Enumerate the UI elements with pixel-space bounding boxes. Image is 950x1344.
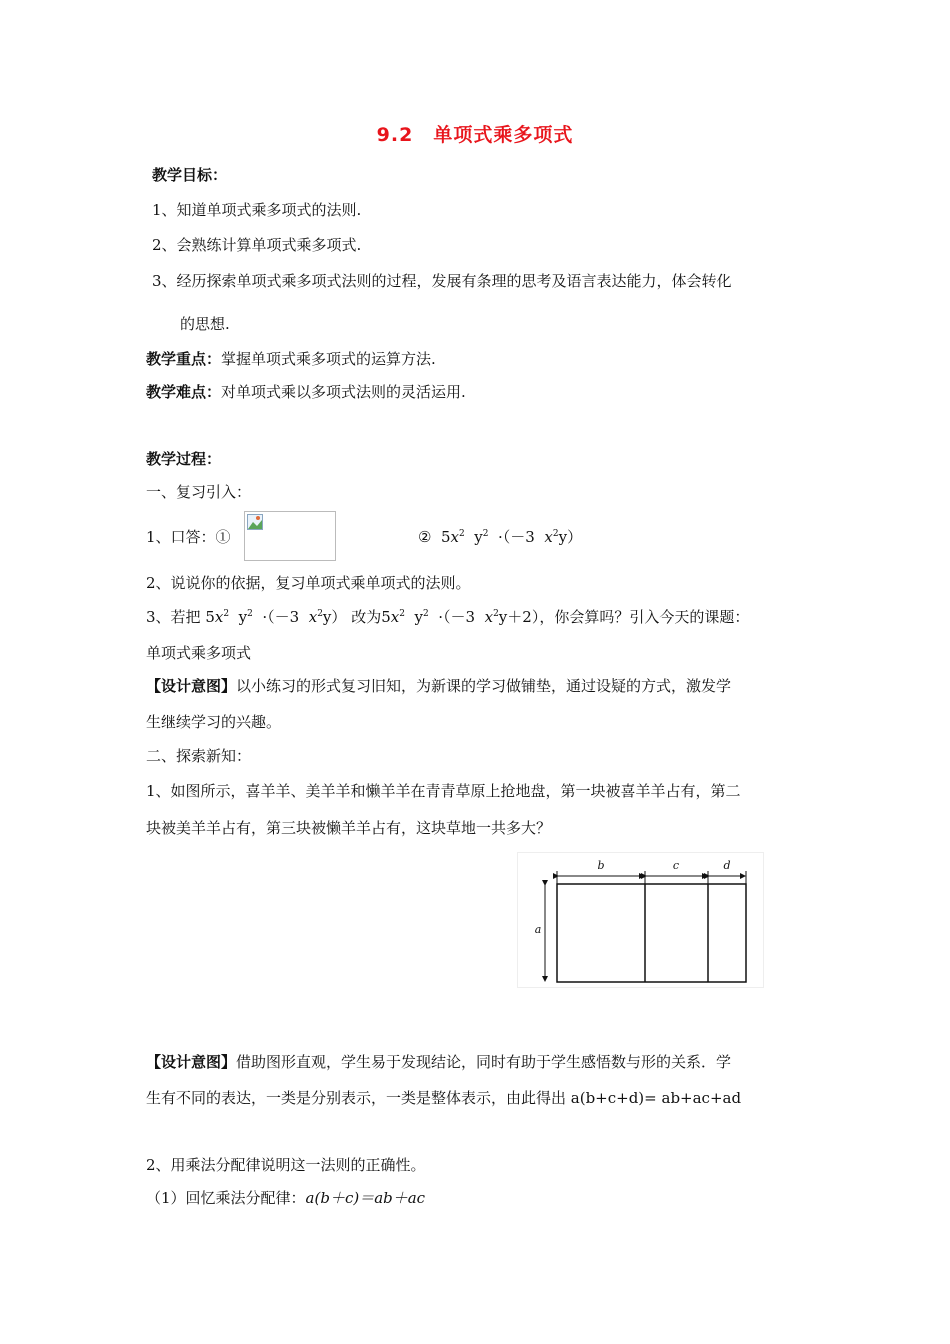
distributive-formula: a(b＋c)＝ab＋ac <box>305 1189 426 1207</box>
q3-expr-b: $5x^2$ $y^2 \cdot(-3$ $x^2y+2$） <box>381 608 540 626</box>
problem-2-1 <box>146 1188 425 1208</box>
label-b: b <box>597 859 605 872</box>
q1-expression: $5x^2$ $y^2 \cdot(-3$ $x^2y$） <box>436 528 583 546</box>
difficulty-text: 对单项式乘以多项式法则的灵活运用. <box>221 383 466 401</box>
problem-2: 2、用乘法分配律说明这一法则的正确性。 <box>146 1156 426 1174</box>
design-intent-text: 借助图形直观，学生易于发现结论，同时有助于学生感悟数与形的关系．学 <box>236 1053 732 1071</box>
objective-item: 2、会熟练计算单项式乘多项式. <box>152 236 362 254</box>
label-c: c <box>672 859 680 872</box>
q3-suffix: ，你会算吗？引入今天的课题： <box>539 608 750 626</box>
problem-2-1-label: （1）回忆乘法分配律： <box>146 1189 306 1207</box>
q3-expr-a: $5x^2$ $y^2 \cdot(-3$ $x^2y$） <box>205 608 347 626</box>
objective-item: 1、知道单项式乘多项式的法则. <box>152 201 362 219</box>
q3-prefix: 3、若把 <box>146 608 201 626</box>
difficulty <box>146 382 466 402</box>
rectangle-outline <box>557 884 746 982</box>
key-point <box>146 349 436 369</box>
q3 <box>146 607 749 627</box>
q1-part2 <box>418 527 582 547</box>
key-point-text: 掌握单项式乘多项式的运算方法. <box>221 350 436 368</box>
q3-mid: 改为 <box>351 608 382 626</box>
label-a: a <box>534 923 542 936</box>
page-title: 9.2 单项式乘多项式 <box>376 124 574 146</box>
objectives-heading: 教学目标： <box>152 166 228 184</box>
section-review: 一、复习引入： <box>146 483 252 501</box>
broken-image-icon <box>247 514 263 530</box>
process-heading: 教学过程： <box>146 450 222 468</box>
objective-item-cont: 的思想. <box>180 315 230 333</box>
q1-label: 1、口答：① <box>146 528 231 546</box>
label-d: d <box>723 859 731 872</box>
design-intent-1-cont: 生继续学习的兴趣。 <box>146 713 282 731</box>
area-diagram-svg <box>518 853 763 987</box>
key-point-label: 教学重点： <box>146 350 222 368</box>
image-placeholder <box>244 511 336 561</box>
problem-1: 1、如图所示，喜羊羊、美羊羊和懒羊羊在青青草原上抢地盘，第一块被喜羊羊占有，第二 <box>146 782 741 800</box>
design-intent-label: 【设计意图】 <box>146 677 237 695</box>
section-explore: 二、探索新知： <box>146 747 252 765</box>
q2: 2、说说你的依据，复习单项式乘单项式的法则。 <box>146 574 471 592</box>
objective-item: 3、经历探索单项式乘多项式法则的过程，发展有条理的思考及语言表达能力，体会转化 <box>152 272 732 290</box>
design-intent-1 <box>146 676 731 696</box>
area-diagram <box>517 852 764 988</box>
design-intent-label: 【设计意图】 <box>146 1053 237 1071</box>
problem-1-cont: 块被美羊羊占有，第三块被懒羊羊占有，这块草地一共多大？ <box>146 819 552 837</box>
q3-cont: 单项式乘多项式 <box>146 644 252 662</box>
design-intent-2-cont: 生有不同的表达，一类是分别表示，一类是整体表示，由此得出 a(b+c+d)= ab+ac+ad <box>146 1089 742 1107</box>
q1-part2-label: ② <box>418 528 432 546</box>
design-intent-2 <box>146 1052 731 1072</box>
difficulty-label: 教学难点： <box>146 383 222 401</box>
design-intent-text: 以小练习的形式复习旧知，为新课的学习做铺垫，通过设疑的方式，激发学 <box>236 677 732 695</box>
